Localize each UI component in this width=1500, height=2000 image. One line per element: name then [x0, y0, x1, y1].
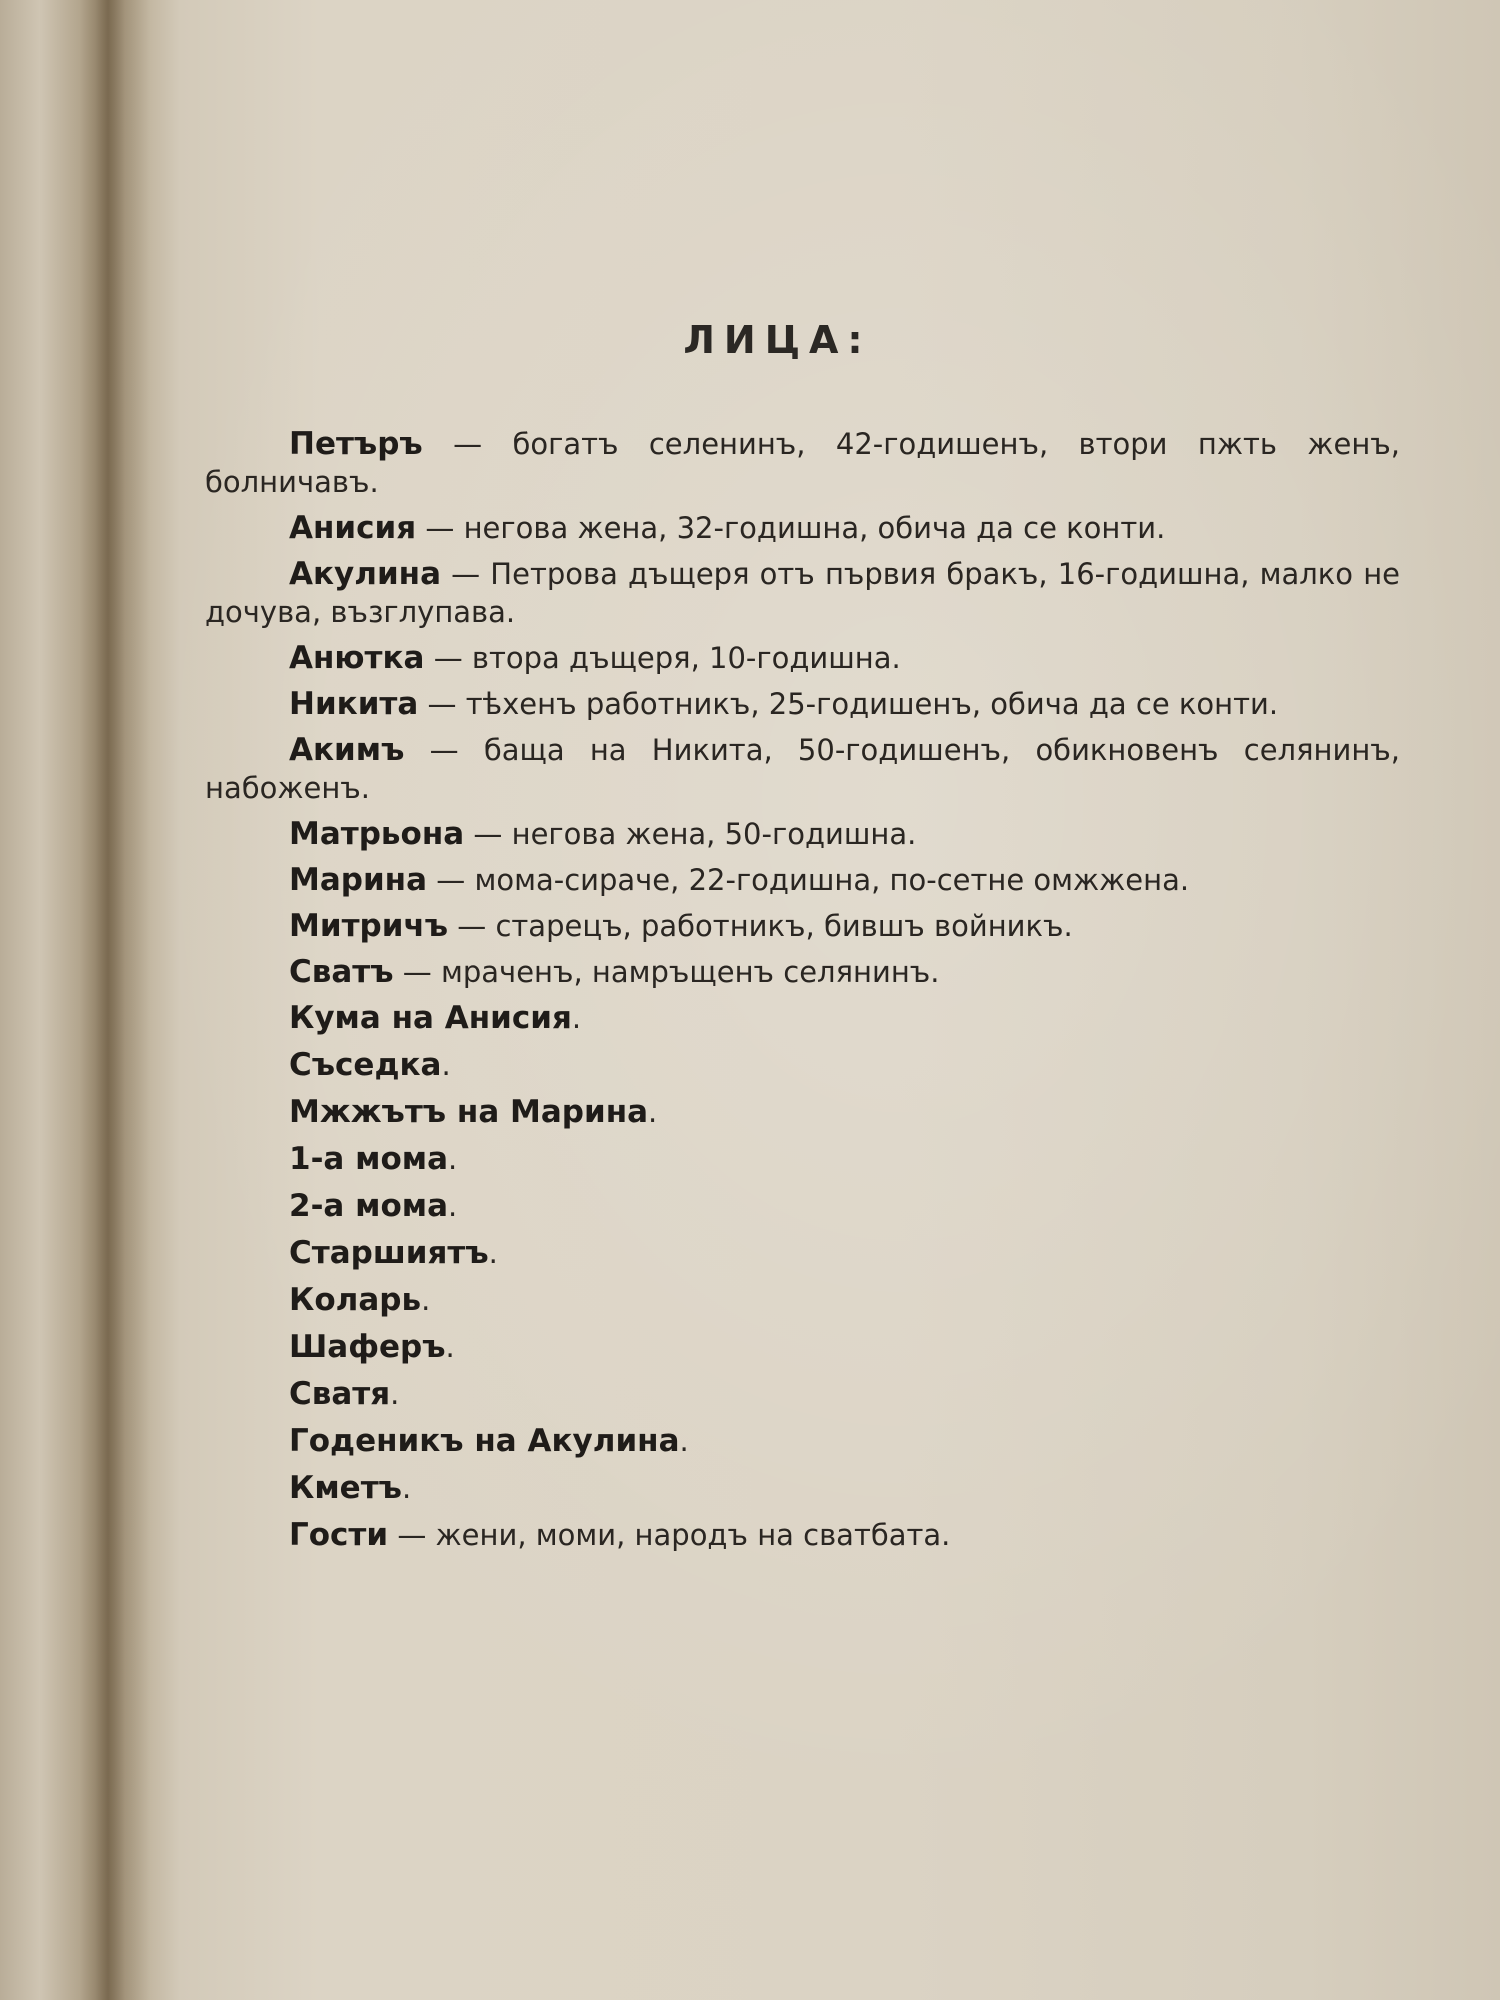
character-entry-nikita [205, 685, 1400, 723]
character-name: Кума на Анисия [289, 1000, 572, 1036]
character-entry-kuma [205, 999, 1400, 1037]
character-description: — старецъ, работникъ, бившъ войникъ. [448, 909, 1073, 943]
character-description: . [390, 1377, 400, 1411]
character-description: . [571, 1001, 582, 1035]
character-name: Митричъ [289, 908, 449, 944]
character-name: Акулина [289, 556, 442, 592]
character-description: . [448, 1189, 458, 1223]
character-name: Сватъ [289, 954, 394, 990]
character-description: — богатъ селенинъ, 42-годишенъ, втори пжть женъ, болничавъ. [205, 427, 1400, 499]
character-entry-anisiya [205, 509, 1400, 547]
character-name: 2-а мома [289, 1188, 449, 1224]
character-entry-mitrich [205, 907, 1400, 945]
character-name: Годеникъ на Акулина [289, 1423, 680, 1459]
character-description: . [445, 1330, 455, 1364]
character-description: — Петрова дъщеря отъ първия бракъ, 16-годишна, малко не дочува, възглупава. [205, 557, 1400, 629]
character-entry-kolar [205, 1281, 1400, 1319]
character-entry-svatya [205, 1375, 1400, 1413]
character-description: . [421, 1283, 431, 1317]
character-entry-shafer [205, 1328, 1400, 1366]
character-description: — мраченъ, намръщенъ селянинъ. [393, 955, 940, 989]
character-description: . [448, 1142, 458, 1176]
character-name: Гости [289, 1517, 389, 1553]
character-entry-svat [205, 953, 1400, 991]
character-entry-matryona [205, 815, 1400, 853]
character-description: . [679, 1424, 689, 1458]
character-entry-godenik [205, 1422, 1400, 1460]
character-name: Анисия [289, 510, 417, 546]
character-entry-gosti [205, 1516, 1400, 1554]
character-name: Кметъ [289, 1470, 402, 1506]
character-entry-petar [205, 425, 1400, 501]
character-name: Сватя [289, 1376, 391, 1412]
character-name: Мжжътъ на Марина [289, 1094, 649, 1130]
page-heading: ЛИЦА: [683, 318, 872, 362]
character-description: — негова жена, 50-годишна. [464, 817, 917, 851]
character-entry-kmet [205, 1469, 1400, 1507]
character-description: — жени, моми, народъ на сватбата. [388, 1518, 951, 1552]
character-description: . [401, 1471, 412, 1505]
character-entry-akulina [205, 555, 1400, 631]
character-entry-sasedka [205, 1046, 1400, 1084]
character-name: Старшиятъ [289, 1235, 489, 1271]
character-name: Марина [289, 862, 428, 898]
character-entry-akim [205, 731, 1400, 807]
character-description: . [648, 1095, 658, 1129]
character-description: — негова жена, 32-годишна, обича да се конти. [416, 511, 1166, 545]
character-description: — мома-сираче, 22-годишна, по-сетне омжжена. [427, 863, 1190, 897]
character-entry-starshiyat [205, 1234, 1400, 1272]
character-entry-second-maiden [205, 1187, 1400, 1225]
character-description: — тѣхенъ работникъ, 25-годишенъ, обича да се конти. [418, 687, 1279, 721]
character-list [205, 425, 1400, 1563]
character-name: 1-а мома [289, 1141, 449, 1177]
character-name: Шаферъ [289, 1329, 446, 1365]
character-description: — втора дъщеря, 10-годишна. [424, 641, 901, 675]
book-gutter-shadow [80, 0, 150, 2000]
character-name: Анютка [289, 640, 425, 676]
character-entry-marina [205, 861, 1400, 899]
character-name: Никита [289, 686, 419, 722]
character-entry-anyutka [205, 639, 1400, 677]
character-name: Петъръ [289, 426, 423, 462]
character-entry-first-maiden [205, 1140, 1400, 1178]
character-description: . [488, 1236, 498, 1270]
character-description: — баща на Никита, 50-годишенъ, обикновенъ селянинъ, набоженъ. [205, 733, 1400, 805]
character-name: Коларь [289, 1282, 422, 1318]
character-description: . [441, 1048, 451, 1082]
character-entry-marina-husband [205, 1093, 1400, 1131]
character-name: Акимъ [289, 732, 405, 768]
character-name: Матрьона [289, 816, 465, 852]
character-name: Съседка [289, 1047, 442, 1083]
